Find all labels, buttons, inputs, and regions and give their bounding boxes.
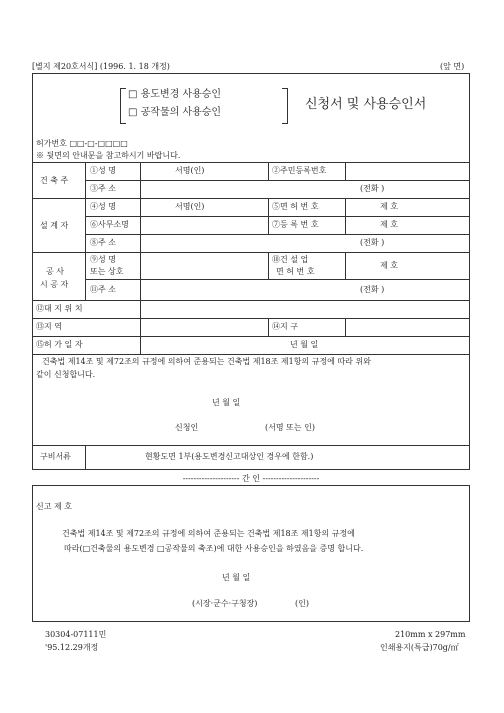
page-side: (앞 면): [440, 62, 465, 71]
contractor-label-line1: 공 사: [46, 267, 64, 276]
contractor-biz-label2: 면 허 번 호: [276, 267, 315, 276]
designer-license-no: 제 호: [380, 202, 398, 211]
application-text-line1: 건축법 제14조 및 제72조의 규정에 의하여 준용되는 건축법 제18조 제1항의 규정에 따라 위와: [42, 357, 371, 366]
title-bracket-right: [282, 88, 288, 124]
owner-address-label: ③주 소: [90, 184, 116, 193]
owner-label: 건 축 주: [40, 176, 69, 185]
application-date: 년 월 일: [212, 398, 241, 407]
owner-phone: (전화 ): [360, 184, 385, 193]
designer-sign: 서명(인): [175, 202, 205, 211]
contractor-label-line2: 시 공 자: [40, 280, 69, 289]
owner-id-label: ②주민등록번호: [272, 166, 327, 175]
authority-seal: (인): [295, 599, 309, 608]
designer-phone: (전화 ): [360, 238, 385, 247]
paper-size: 210mm x 297mm: [395, 630, 466, 639]
approval-date: 년 월 일: [222, 573, 251, 582]
report-number: 신고 제 호: [36, 502, 72, 511]
contractor-biz-no: 제 호: [380, 261, 398, 270]
designer-label: 설 계 자: [40, 221, 69, 230]
cut-line: --------------------- 간 인 ---------------------: [182, 474, 320, 483]
contractor-biz-label: ⑩건 설 업: [272, 255, 309, 264]
designer-name-label: ④성 명: [90, 202, 116, 211]
owner-sign: 서명(인): [175, 166, 205, 175]
designer-license-label: ⑤면 허 번 호: [272, 202, 319, 211]
documents-value: 현황도면 1부(용도변경신고대상인 경우에 한함.): [145, 452, 314, 461]
option-use-change[interactable]: □ 용도변경 사용승인: [128, 89, 222, 100]
revision-date: '95.12.29개정: [45, 643, 99, 652]
owner-name-label: ①성 명: [90, 166, 116, 175]
contractor-address-label: ⑪주 소: [90, 285, 116, 294]
contractor-firm-label: 또는 상호: [90, 267, 124, 276]
permit-date-label: ⑮허 가 일 자: [36, 340, 83, 349]
zone-label: ⑬지 역: [36, 322, 62, 331]
form-code: 30304-07111민: [45, 630, 107, 639]
form-title: 신청서 및 사용승인서: [305, 97, 427, 112]
district-label: ⑭지 구: [272, 322, 298, 331]
contractor-name-label: ⑨성 명: [90, 255, 116, 264]
designer-reg-no: 제 호: [380, 220, 398, 229]
documents-label: 구비서류: [40, 452, 71, 461]
designer-office-label: ⑥사무소명: [90, 220, 129, 229]
permit-date-value: 년 월 일: [290, 340, 319, 349]
designer-address-label: ⑧주 소: [90, 238, 116, 247]
designer-reg-label: ⑦등 록 번 호: [272, 220, 319, 229]
site-location-label: ⑫대 지 위 치: [36, 304, 83, 313]
option-structure-use[interactable]: □ 공작물의 사용승인: [128, 107, 222, 118]
permit-number: 허가번호 □□-□-□□□□: [36, 139, 128, 148]
form-reference: [별지 제20호서식] (1996. 1. 18 개정): [32, 62, 170, 71]
reference-note: ※ 뒷면의 안내문을 참고하시기 바랍니다.: [36, 151, 181, 160]
issuing-authority: (시장·군수·구청장): [192, 599, 258, 608]
contractor-phone: (전화 ): [360, 285, 385, 294]
paper-type: 인쇄용지(특급)70g/㎡: [380, 643, 459, 652]
approval-text-line1: 건축법 제14조 및 제72조의 규정에 의하여 준용되는 건축법 제18조 제1항의 규정에: [62, 529, 355, 538]
title-bracket-left: [120, 88, 126, 124]
applicant-label: 신청인: [175, 423, 199, 432]
applicant-sign: (서명 또는 인): [265, 423, 315, 432]
approval-text-line2: 따라(□건축물의 용도변경 □공작물의 축조)에 대한 사용승인을 하였음을 증명 합니다.: [64, 544, 364, 553]
application-text-line2: 같이 신청합니다.: [36, 370, 96, 379]
